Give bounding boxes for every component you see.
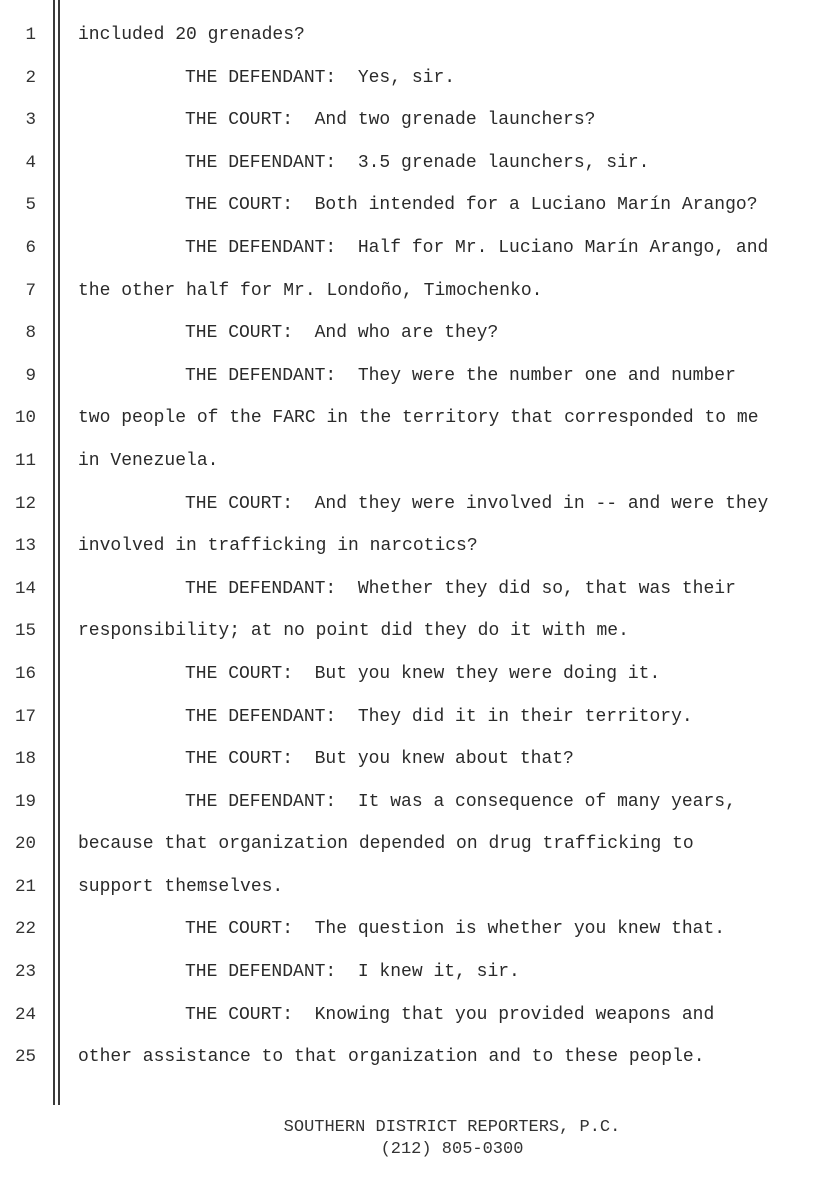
line-text: THE DEFENDANT: Yes, sir.: [185, 67, 456, 88]
reporter-phone: (212) 805-0300: [380, 1140, 524, 1159]
line-text: support themselves.: [78, 876, 284, 897]
transcript-line: [0, 14, 838, 57]
line-number: 6: [25, 237, 36, 258]
line-number: 15: [14, 621, 36, 642]
line-number: 25: [14, 1047, 36, 1068]
line-number: 14: [14, 578, 36, 599]
line-number: 1: [25, 25, 36, 45]
transcript-line: [0, 397, 838, 440]
line-number: 10: [14, 408, 36, 429]
line-text: the other half for Mr. Londoño, Timochenko.: [78, 280, 543, 301]
line-text: involved in trafficking in narcotics?: [78, 536, 478, 557]
line-number: 23: [14, 962, 36, 983]
line-text: THE COURT: And they were involved in -- and were they: [185, 493, 769, 514]
line-text: included 20 grenades?: [78, 25, 305, 45]
line-number: 4: [25, 152, 36, 173]
line-text: THE COURT: The question is whether you knew that.: [185, 919, 726, 940]
line-number: 2: [25, 67, 36, 88]
line-number: 24: [14, 1004, 36, 1025]
line-number: 9: [25, 365, 36, 386]
line-number: 20: [14, 834, 36, 855]
line-text: THE COURT: Both intended for a Luciano Marín Arango?: [185, 195, 758, 216]
line-text: other assistance to that organization and to these people.: [78, 1047, 705, 1068]
transcript-line: [0, 994, 838, 1037]
line-number: 19: [14, 791, 36, 812]
line-number: 18: [14, 749, 36, 770]
line-number: 7: [25, 280, 36, 301]
transcript-line: [0, 781, 838, 824]
line-text: THE COURT: And two grenade launchers?: [185, 110, 596, 131]
line-number: 21: [14, 876, 36, 897]
line-text: in Venezuela.: [78, 450, 219, 471]
page-footer: [0, 1117, 838, 1161]
line-text: two people of the FARC in the territory that corresponded to me: [78, 408, 759, 429]
transcript-line: [0, 1036, 838, 1079]
transcript-line: [0, 483, 838, 526]
transcript-line: [0, 823, 838, 866]
transcript-line: [0, 653, 838, 696]
line-text: THE COURT: But you knew they were doing it.: [185, 663, 661, 684]
line-text: THE DEFENDANT: I knew it, sir.: [185, 962, 520, 983]
transcript-line: [0, 610, 838, 653]
reporter-company: SOUTHERN DISTRICT REPORTERS, P.C.: [283, 1118, 621, 1137]
transcript-line: [0, 184, 838, 227]
line-text: THE DEFENDANT: It was a consequence of many years,: [185, 791, 736, 812]
line-number: 17: [14, 706, 36, 727]
transcript-line: [0, 227, 838, 270]
transcript-line: [0, 440, 838, 483]
transcript-line: [0, 696, 838, 739]
transcript-line: [0, 57, 838, 100]
line-text: THE COURT: But you knew about that?: [185, 749, 574, 770]
transcript-line: [0, 738, 838, 781]
transcript-line: [0, 951, 838, 994]
line-number: 13: [14, 536, 36, 557]
transcript-line: [0, 355, 838, 398]
line-text: THE DEFENDANT: Whether they did so, that was their: [185, 578, 736, 599]
transcript-line: [0, 568, 838, 611]
transcript-line: [0, 525, 838, 568]
line-text: THE COURT: And who are they?: [185, 323, 499, 344]
transcript-line: [0, 312, 838, 355]
line-text: THE DEFENDANT: Half for Mr. Luciano Marín Arango, and: [185, 237, 769, 258]
transcript-line: [0, 142, 838, 185]
line-text: because that organization depended on drug trafficking to: [78, 834, 694, 855]
line-text: THE COURT: Knowing that you provided weapons and: [185, 1004, 715, 1025]
line-number: 5: [25, 195, 36, 216]
line-number: 12: [14, 493, 36, 514]
line-text: THE DEFENDANT: They did it in their territory.: [185, 706, 693, 727]
line-text: THE DEFENDANT: 3.5 grenade launchers, sir.: [185, 152, 650, 173]
line-text: THE DEFENDANT: They were the number one and number: [185, 365, 736, 386]
transcript-lines: [0, 14, 838, 1079]
transcript-line: [0, 866, 838, 909]
transcript-line: [0, 270, 838, 313]
line-number: 16: [14, 663, 36, 684]
line-number: 8: [25, 323, 36, 344]
transcript-line: [0, 99, 838, 142]
line-number: 22: [14, 919, 36, 940]
line-number: 3: [25, 110, 36, 131]
transcript-line: [0, 908, 838, 951]
line-number: 11: [14, 450, 36, 471]
line-text: responsibility; at no point did they do it with me.: [78, 621, 629, 642]
